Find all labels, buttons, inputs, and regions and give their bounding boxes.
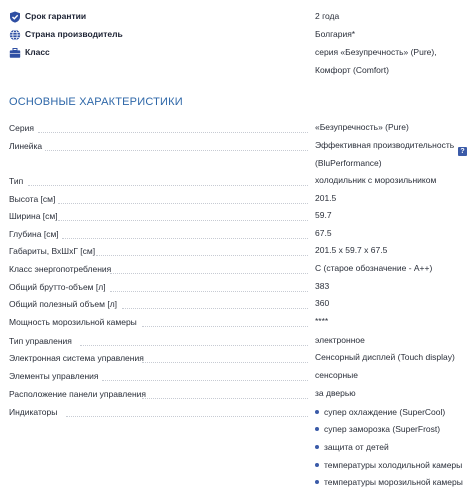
spec-label: Высота [см] <box>9 194 56 204</box>
indicator-item: защита от детей <box>315 442 389 452</box>
dotted-leader <box>28 185 308 186</box>
spec-label: Расположение панели управления <box>9 389 147 399</box>
indicator-item: температуры холодильной камеры <box>315 460 462 470</box>
spec-value: 383 <box>315 281 330 291</box>
spec-label: Электронная система управления <box>9 353 144 363</box>
help-icon[interactable]: ? <box>458 147 467 156</box>
spec-value: серия «Безупречность» (Pure), Комфорт (Comfort) <box>315 47 437 75</box>
spec-label: Тип <box>9 176 24 186</box>
spec-label: Серия <box>9 123 34 133</box>
spec-label: Общий полезный объем [л] <box>9 299 118 309</box>
spec-label: Страна производитель <box>25 29 123 39</box>
spec-value: 201.5 <box>315 193 337 203</box>
bullet-icon <box>315 480 319 484</box>
globe-icon <box>9 29 21 41</box>
dotted-leader <box>110 273 308 274</box>
spec-label: Класс <box>25 47 50 57</box>
spec-value: 201.5 x 59.7 x 67.5 <box>315 245 388 255</box>
spec-label: Класс энергопотребления <box>9 264 112 274</box>
spec-value: «Безупречность» (Pure) <box>315 122 409 132</box>
spec-label: Общий брутто-объем [л] <box>9 282 106 292</box>
spec-label: Ширина [см] <box>9 211 58 221</box>
section-title: ОСНОВНЫЕ ХАРАКТЕРИСТИКИ <box>9 96 183 108</box>
spec-value: холодильник с морозильником <box>315 175 437 185</box>
briefcase-icon <box>9 47 21 59</box>
dotted-leader <box>142 362 308 363</box>
spec-value: C (старое обозначение - A++) <box>315 263 433 273</box>
spec-value: 67.5 <box>315 228 332 238</box>
spec-label: Тип управления <box>9 336 72 346</box>
dotted-leader <box>110 291 308 292</box>
dotted-leader <box>142 398 308 399</box>
spec-value: 360 <box>315 298 330 308</box>
bullet-icon <box>315 445 319 449</box>
spec-value: Болгария* <box>315 29 356 39</box>
spec-label: Линейка <box>9 141 43 151</box>
spec-label: Индикаторы <box>9 407 58 417</box>
dotted-leader <box>58 203 308 204</box>
spec-value: **** <box>315 316 329 326</box>
spec-value: Сенсорный дисплей (Touch display) <box>315 352 455 362</box>
bullet-icon <box>315 463 319 467</box>
spec-value: за дверью <box>315 388 356 398</box>
dotted-leader <box>122 308 308 309</box>
indicator-item: супер заморозка (SuperFrost) <box>315 424 440 434</box>
dotted-leader <box>58 220 308 221</box>
dotted-leader <box>80 345 308 346</box>
dotted-leader <box>62 238 308 239</box>
dotted-leader <box>38 132 308 133</box>
bullet-icon <box>315 427 319 431</box>
indicator-item: температуры морозильной камеры <box>315 477 463 487</box>
spec-label: Мощность морозильной камеры <box>9 317 137 327</box>
spec-label: Срок гарантии <box>25 11 87 21</box>
spec-value: 59.7 <box>315 210 332 220</box>
indicator-item: супер охлаждение (SuperCool) <box>315 407 445 417</box>
dotted-leader <box>45 150 308 151</box>
spec-class <box>0 45 474 75</box>
spec-value: сенсорные <box>315 370 359 380</box>
spec-label: Глубина [см] <box>9 229 59 239</box>
dotted-leader <box>66 416 308 417</box>
spec-value: электронное <box>315 335 365 345</box>
dotted-leader <box>142 326 308 327</box>
spec-value: Эффективная производительность (BluPerformance) <box>315 140 455 168</box>
shield-check-icon <box>9 11 21 23</box>
spec-label: Габариты, ВхШхГ [см] <box>9 246 96 256</box>
bullet-icon <box>315 410 319 414</box>
spec-value: 2 года <box>315 11 340 21</box>
spec-label: Элементы управления <box>9 371 99 381</box>
dotted-leader <box>96 255 308 256</box>
dotted-leader <box>102 380 308 381</box>
